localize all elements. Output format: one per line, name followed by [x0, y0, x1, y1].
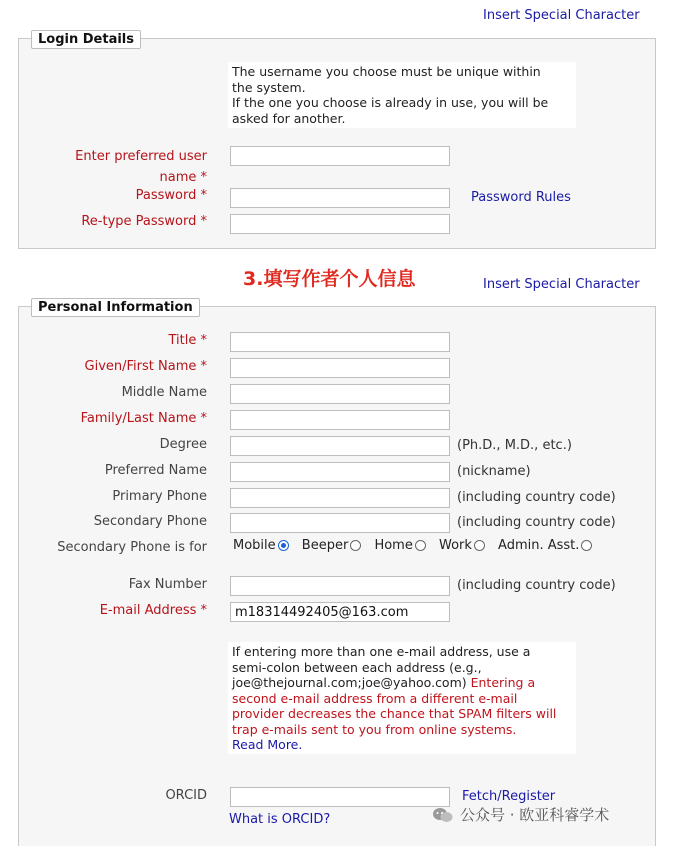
primary-phone-hint: (including country code)	[457, 490, 616, 505]
email-label: E-mail Address *	[99, 603, 207, 618]
fax-input[interactable]	[230, 576, 450, 596]
primary-phone-input[interactable]	[230, 488, 450, 508]
middle-name-label: Middle Name	[121, 385, 207, 400]
email-info-box	[228, 642, 576, 754]
radio-label: Beeper	[301, 538, 349, 553]
degree-label: Degree	[159, 437, 207, 452]
secondary-phone-for-label: Secondary Phone is for	[57, 540, 207, 555]
radio-beeper[interactable]	[302, 538, 362, 553]
radio-button[interactable]	[350, 540, 361, 551]
radio-button[interactable]	[474, 540, 485, 551]
radio-home[interactable]	[374, 538, 425, 553]
email-info-warning: second e-mail address from a different e-mail	[232, 690, 518, 706]
email-info-text	[232, 675, 572, 691]
title-label: Title *	[168, 333, 207, 348]
fetch-register-link[interactable]: Fetch/Register	[462, 789, 556, 804]
orcid-input[interactable]	[230, 787, 450, 807]
preferred-name-hint: (nickname)	[457, 464, 531, 479]
watermark	[432, 804, 609, 825]
username-label-line: Enter preferred user	[75, 149, 207, 164]
username-label-line: name *	[159, 170, 207, 185]
email-info-text: If entering more than one e-mail address, use a	[232, 644, 531, 659]
username-label	[75, 146, 207, 188]
radio-label: Work	[438, 538, 472, 553]
radio-work[interactable]	[439, 538, 485, 553]
email-input[interactable]	[230, 602, 450, 622]
radio-mobile[interactable]	[233, 538, 289, 553]
radio-button[interactable]	[415, 540, 426, 551]
password-rules-link[interactable]: Password Rules	[471, 190, 571, 205]
info-text: The username you choose must be unique within	[232, 64, 541, 79]
email-info-warning: trap e-mails sent to you from online systems.	[232, 721, 517, 737]
orcid-label: ORCID	[165, 788, 207, 803]
info-text: asked for another.	[232, 110, 346, 126]
secondary-phone-label: Secondary Phone	[93, 514, 207, 529]
fax-label: Fax Number	[128, 577, 207, 592]
insert-special-character-link[interactable]: Insert Special Character	[483, 8, 640, 23]
info-text: the system.	[232, 79, 306, 95]
radio-button[interactable]	[278, 540, 289, 551]
family-name-label: Family/Last Name *	[80, 411, 207, 426]
email-info-warning: provider decreases the chance that SPAM filters will	[232, 706, 557, 721]
degree-input[interactable]	[230, 436, 450, 456]
info-text: If the one you choose is already in use, you will be	[232, 95, 549, 110]
retype-password-label: Re-type Password *	[81, 214, 207, 229]
login-details-legend: Login Details	[31, 30, 141, 49]
preferred-name-input[interactable]	[230, 462, 450, 482]
middle-name-input[interactable]	[230, 384, 450, 404]
email-info-warning: Entering a	[466, 675, 536, 690]
step-annotation: 3.填写作者个人信息	[243, 268, 416, 290]
radio-label: Home	[374, 538, 413, 553]
secondary-phone-hint: (including country code)	[457, 515, 616, 530]
email-info-example: joe@thejournal.com;joe@yahoo.com)	[232, 675, 467, 690]
radio-label: Admin. Asst.	[498, 538, 580, 553]
preferred-name-label: Preferred Name	[104, 463, 207, 478]
wechat-icon	[432, 807, 454, 823]
degree-hint: (Ph.D., M.D., etc.)	[457, 438, 572, 453]
given-name-input[interactable]	[230, 358, 450, 378]
password-label: Password *	[135, 188, 207, 203]
retype-password-input[interactable]	[230, 214, 450, 234]
read-more-link[interactable]: Read More.	[232, 737, 303, 752]
what-is-orcid-link[interactable]: What is ORCID?	[229, 812, 331, 827]
insert-special-character-link-2[interactable]: Insert Special Character	[483, 277, 640, 292]
primary-phone-label: Primary Phone	[112, 489, 207, 504]
email-info-text: semi-colon between each address (e.g.,	[232, 659, 482, 675]
watermark-text: 公众号 · 欧亚科睿学术	[460, 806, 610, 824]
family-name-input[interactable]	[230, 410, 450, 430]
fax-hint: (including country code)	[457, 578, 616, 593]
personal-information-legend: Personal Information	[31, 298, 200, 317]
radio-admin-asst[interactable]	[498, 538, 592, 553]
given-name-label: Given/First Name *	[84, 359, 207, 374]
username-input[interactable]	[230, 146, 450, 166]
secondary-phone-type-group	[233, 538, 601, 553]
title-input[interactable]	[230, 332, 450, 352]
radio-label: Mobile	[233, 538, 276, 553]
radio-button[interactable]	[581, 540, 592, 551]
username-info-box	[228, 62, 576, 128]
password-input[interactable]	[230, 188, 450, 208]
secondary-phone-input[interactable]	[230, 513, 450, 533]
